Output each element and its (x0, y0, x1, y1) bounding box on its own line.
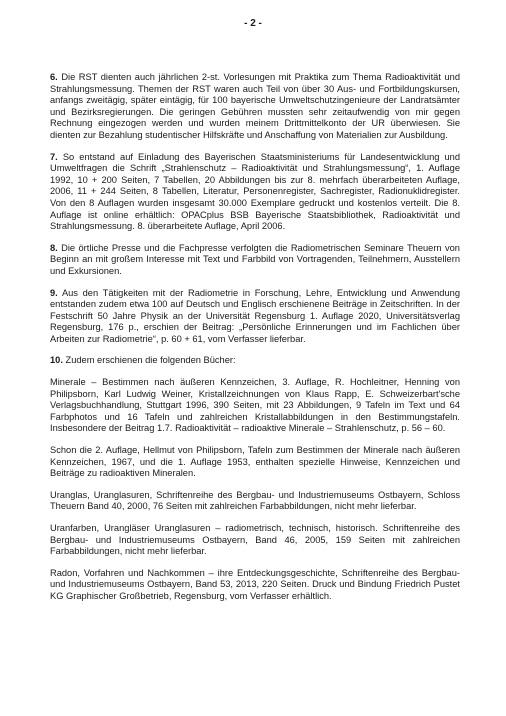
paragraph-number: 7. (50, 151, 58, 162)
page-number: - 2 - (244, 18, 262, 29)
paragraph-number: 10. (50, 355, 63, 366)
paragraph-text: Die RST dienten auch jährlichen 2-st. Vorlesungen mit Praktika zum Thema Radioaktivität und Strahlungsmessung. Themen der RST waren auch Teil von über 30 Aus- und Fortbildungskursen, anfangs zweitägig, später eintägig, für 100 bayerische Umweltschutzingenieure der Landratsämter und Bezirksregierungen. Die geringen Gebühren mussten sehr zeitaufwendig von mir gegen Rechnung eingezogen werden und wurden meinem Drittmittelkonto der UR überwiesen. Sie dienten zur Bezahlung studentischer Hilfskräfte und Anschaffung von Materialien zur Ausbildung. (50, 72, 460, 140)
numbered-paragraph (50, 72, 460, 142)
paragraph-text: Die örtliche Presse und die Fachpresse verfolgten die Radiometrischen Seminare Theuern von Beginn an mit großem Interesse mit Text und Farbbild von Vortragenden, Teilnehmern, Ausstellern und Exkursionen. (50, 242, 460, 276)
paragraph-number: 6. (50, 72, 58, 82)
book-entry-uranglas: Uranglas, Uranglasuren, Schriftenreihe des Bergbau- und Industriemuseums Ostbayern, Schloss Theuern Band 40, 2000, 76 Seiten mit zahlreichen Farbabbildungen, nicht mehr lieferbar. (50, 489, 460, 512)
book-entry-radon: Radon, Vorfahren und Nachkommen – ihre Entdeckungsgeschichte, Schriftenreihe des Bergbau- und Industriemuseums Ostbayern, Band 53, 2013, 220 Seiten. Druck und Bindung Friedrich Pustet KG Graphischer Großbetrieb, Regensburg, vom Verfasser erhältlich. (50, 567, 460, 601)
document-body (50, 72, 460, 613)
paragraph-text: Aus den Tätigkeiten mit der Radiometrie in Forschung, Lehre, Entwicklung und Anwendung entstanden zudem etwa 100 auf Deutsch und Englisch erschienene Beiträge in Zeitschriften. In der Festschrift 50 Jahre Physik an der Universität Regensburg 1. Auflage 2020, Universitätsverlag Regensburg, 176 p., erschien der Beitrag: „Persönliche Erinnerungen und im Fachlichen über Arbeiten zur Radiometrie“, p. 60 + 61, vom Verfasser lieferbar. (50, 287, 460, 344)
book-entry-tafeln: Schon die 2. Auflage, Hellmut von Philipsborn, Tafeln zum Bestimmen der Minerale nach äußeren Kennzeichen, 1967, und die 1. Auflage 1953, enthalten spezielle Hinweise, Kennzeichen und Beiträge zu radioaktiven Mineralen. (50, 445, 460, 479)
numbered-paragraph (50, 243, 460, 278)
numbered-paragraph (50, 288, 460, 346)
book-entry-minerale: Minerale – Bestimmen nach äußeren Kennzeichen, 3. Auflage, R. Hochleitner, Henning von Philipsborn, Karl Ludwig Weiner, Kristallzeichnungen von Klaus Rapp, E. Schweizerbart'sche Verlagsbuchhandlung, Stuttgart 1996, 390 Seiten, mit 23 Abbildungen, 9 Tafeln im Text und 64 Farbphotos und 16 Tafeln und zahlreichen Kristallabbildungen in den Bestimmungstafeln. Insbesondere der Beitrag 1.7. Radioaktivität – radioaktive Minerale – Strahlenschutz, p. 56 – 60. (50, 377, 460, 434)
paragraph-number: 9. (50, 287, 58, 298)
paragraph-text: So entstand auf Einladung des Bayerischen Staatsministeriums für Landesentwicklung und Umweltfragen die Schrift „Strahlenschutz – Radioaktivität und Strahlungsmessung“, 1. Auflage 1992, 10 + 200 Seiten, 7 Tabellen, 20 Abbildungen bis zur 8. mehrfach überarbeiteten Auflage, 2006, 11 + 244 Seiten, 8 Tabellen, Literatur, Personenregister, Sachregister, Radionuklidregister. Von den 8 Auflagen wurden insgesamt 30.000 Exemplare gedruckt und kostenlos verteilt. Die 8. Auflage ist online erhältlich: OPACplus BSB Bayerische Staatsbibliothek, Radioaktivität und Strahlungsmessung. 8. überarbeitete Auflage, April 2006. (50, 151, 460, 232)
paragraph-number: 8. (50, 242, 58, 253)
numbered-paragraph (50, 152, 460, 233)
numbered-paragraph (50, 355, 460, 367)
paragraph-text: Zudem erschienen die folgenden Bücher: (65, 355, 236, 366)
book-entry-uranfarben: Uranfarben, Urangläser Uranglasuren – radiometrisch, technisch, historisch. Schriftenreihe des Bergbau- und Industriemuseums Ostbayern, Band 46, 2005, 159 Seiten mit zahlreichen Farbabbildungen, nicht mehr lieferbar. (50, 523, 460, 557)
